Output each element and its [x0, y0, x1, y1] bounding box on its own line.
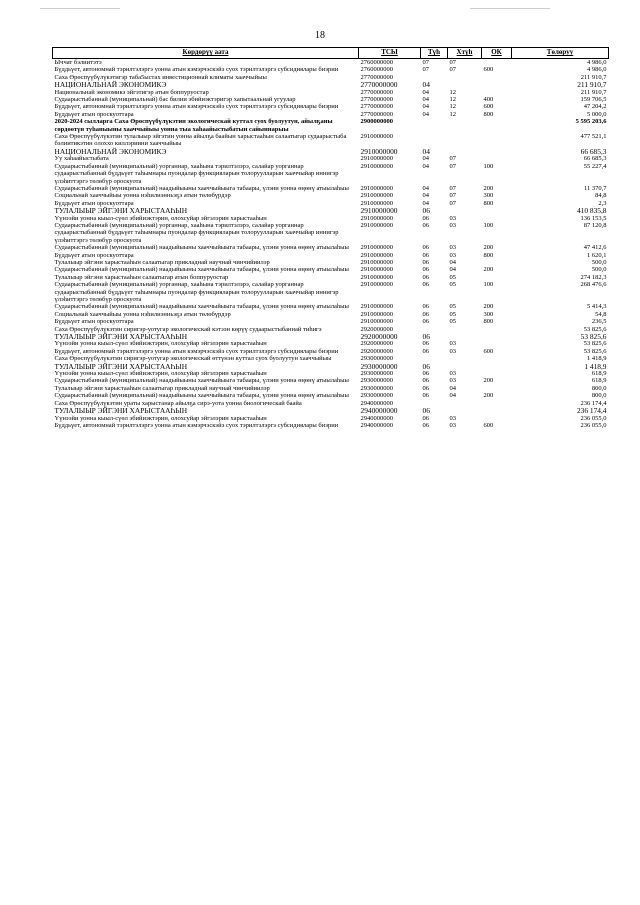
cell-subsection: 04	[449, 258, 456, 266]
cell-section: 06	[422, 273, 429, 281]
cell-ok	[482, 148, 512, 155]
cell-name: Судаарыстыбаннай (муниципальнай) наадыйыыны хааччыйыыга табаары, үлэни уонна өңөнү атыылаһыы	[54, 303, 349, 311]
cell-tsr: 2930000000	[360, 370, 393, 378]
cell-subsection: 03	[449, 370, 456, 378]
cell-name: Үүнээйи уонна кыыл-сүөл эбийиэктэрин, олохсуйар эйгэлэрин харыстааһын	[54, 214, 267, 222]
cell-ok	[482, 215, 512, 222]
cell-subsection: 04	[449, 266, 456, 274]
table-row	[53, 259, 609, 266]
cell-section: 06	[422, 258, 429, 266]
header-subsection: Хтүh	[448, 48, 482, 59]
cell-tsr: 2910000000	[360, 155, 393, 163]
cell-name: Саха Өрөспүүбүлүкэтин сиригэр-уотугар экологическай өттүнэн куттал суох буолуутун хааччыйыы	[54, 355, 332, 363]
table-row	[53, 363, 609, 370]
cell-name: ТУЛАЛЫЫР ЭЙГЭНИ ХАРЫСТААҺЫН	[54, 406, 188, 416]
cell-tsr: 2910000000	[360, 244, 393, 252]
cell-tsr: 2770000000	[360, 80, 398, 90]
cell-ok	[482, 326, 512, 333]
cell-name: Судаарыстыбаннай (муниципальнай) наадыйыыны хааччыйыыга табаары, үлэни уонна өңөнү атыылаһыы	[54, 392, 349, 400]
cell-tsr: 2910000000	[360, 221, 393, 229]
cell-amount: 477 521,1	[580, 133, 607, 141]
table-row	[53, 370, 609, 377]
cell-name: Судаарыстыбаннай (муниципальнай) наадыйыыны хааччыйыыга табаары, үлэни уонна өңөнү атыылаһыы	[54, 266, 349, 274]
cell-section: 06	[422, 310, 429, 318]
scan-mark-left	[40, 8, 120, 9]
cell-ok	[482, 207, 512, 214]
cell-tsr: 2920000000	[360, 340, 393, 348]
cell-tsr: 2940000000	[360, 406, 398, 416]
cell-subsection	[448, 407, 482, 414]
page-number: 18	[315, 30, 325, 41]
cell-amount: 4 986,0	[587, 59, 607, 66]
table-row	[53, 81, 609, 88]
cell-name: Бүддьүет, автономнай тэрилтэлэргэ уонна атын кэмэрчэскэйэ суох тэрилтэлэргэ субсидиялары биэрии	[54, 347, 339, 355]
table-row	[53, 222, 609, 244]
cell-name: Тулалыыр эйгэни харыстааһын салаатыгар прикладнай научнай чинчийиилэр	[54, 258, 270, 266]
table-row	[53, 103, 609, 110]
cell-ok: 600	[483, 66, 494, 74]
cell-amount: 1 418,9	[584, 361, 607, 371]
cell-name: Саха Өрөспүүбүлүкэтин тулалыыр эйгэтин уонна айылҕа баайын харыстааһын салаатыгар судаарыстыба бэлиитикэтин олоххо киллэриини хааччыйыы	[54, 133, 347, 148]
cell-amount: 236 174,4	[576, 406, 607, 416]
cell-subsection: 12	[449, 96, 456, 104]
cell-amount: 11 370,7	[583, 184, 607, 192]
table-row	[53, 96, 609, 103]
cell-tsr: 2910000000	[360, 318, 393, 326]
cell-name: ТУЛАЛЫЫР ЭЙГЭНИ ХАРЫСТААҺЫН	[54, 361, 188, 371]
cell-amount: 236 174,4	[580, 399, 607, 407]
cell-subsection: 07	[449, 192, 456, 200]
cell-section: 04	[422, 184, 429, 192]
cell-ok: 800	[483, 199, 494, 207]
cell-section: 04	[422, 80, 430, 90]
cell-name: 2020-2024 сылларга Саха Өрөспүүбүлүкэтин экологическай куттал суох буолуутун, айылҕаны сөрдөөтүн туһаныыны хааччыйыы уонна тыа хаһаайыстыбатын сайыннарыы	[54, 118, 333, 133]
cell-subsection	[448, 133, 482, 148]
cell-section: 04	[422, 103, 429, 111]
cell-subsection: 05	[449, 273, 456, 281]
cell-subsection: 04	[449, 384, 456, 392]
cell-tsr: 2930000000	[360, 355, 393, 363]
cell-tsr: 2940000000	[360, 414, 393, 422]
cell-name: Бүддьүет, автономнай тэрилтэлэргэ уонна атын кэмэрчэскэйэ суох тэрилтэлэргэ субсидиялары биэрии	[54, 66, 339, 74]
cell-name: Саха Өрөспүүбүлүкэтин ураты харыстанар айылҕа сирэ-уота уонна биологическай баайа	[54, 399, 302, 407]
cell-ok	[482, 259, 512, 266]
cell-ok: 600	[483, 347, 494, 355]
table-row	[53, 192, 609, 199]
cell-ok: 600	[483, 421, 494, 429]
table-row	[53, 392, 609, 399]
cell-ok	[482, 400, 512, 407]
cell-amount: 84,8	[595, 192, 607, 200]
table-row	[53, 415, 609, 422]
cell-amount: 268 476,6	[580, 281, 607, 289]
cell-ok: 300	[483, 192, 494, 200]
scan-mark-right	[470, 8, 550, 9]
cell-amount: 500,0	[591, 258, 607, 266]
table-row	[53, 311, 609, 318]
table-row	[53, 252, 609, 259]
cell-section: 06	[422, 303, 429, 311]
cell-subsection: 03	[449, 221, 456, 229]
cell-name: Бүддьүет атын ороскуоттара	[54, 199, 134, 207]
cell-section: 06	[422, 340, 429, 348]
cell-tsr: 2910000000	[360, 251, 393, 259]
cell-subsection	[448, 148, 482, 155]
cell-subsection	[448, 81, 482, 88]
table-row	[53, 422, 609, 429]
cell-name: Судаарыстыбаннай (муниципальнай) уорганнар, хааһына тэрилтэлэрэ, салайар уорганнар судаарыстыбаннай бүддьүет таһымнары пуондалар функцияларын толоруулларын хааччыйар иннигэр үлэһиттэргэ төлөбүр ороскуота	[54, 221, 339, 244]
cell-ok	[482, 415, 512, 422]
cell-tsr: 2770000000	[360, 110, 393, 118]
cell-tsr: 2920000000	[360, 325, 393, 333]
cell-section: 06	[422, 206, 430, 216]
cell-amount: 5 414,3	[587, 303, 607, 311]
cell-tsr: 2930000000	[360, 377, 393, 385]
cell-ok	[482, 133, 512, 148]
cell-tsr: 2930000000	[360, 392, 393, 400]
table-row	[53, 163, 609, 185]
cell-tsr: 2760000000	[360, 66, 393, 74]
table-header-row	[53, 48, 609, 59]
cell-subsection: 07	[449, 66, 456, 74]
cell-section: 06	[422, 244, 429, 252]
cell-ok: 200	[483, 184, 494, 192]
cell-tsr: 2920000000	[360, 332, 398, 342]
cell-section: 06	[422, 406, 430, 416]
table-row	[53, 207, 609, 214]
cell-subsection: 07	[449, 155, 456, 163]
cell-subsection	[448, 355, 482, 362]
cell-ok	[482, 385, 512, 392]
cell-amount: 618,9	[591, 370, 607, 378]
cell-section: 06	[422, 251, 429, 259]
cell-name: Судаарыстыбаннай (муниципальнай) наадыйыыны хааччыйыыга табаары, үлэни уонна өңөнү атыылаһыы	[54, 184, 349, 192]
cell-name: Национальнай экономикэ эйгэтигэр атын боппуруостар	[54, 88, 209, 96]
cell-tsr: 2910000000	[360, 273, 393, 281]
cell-amount: 236 055,0	[580, 414, 607, 422]
cell-tsr: 2940000000	[360, 399, 393, 407]
table-row	[53, 340, 609, 347]
table-row	[53, 348, 609, 355]
cell-tsr: 2910000000	[360, 266, 393, 274]
cell-ok: 800	[483, 318, 494, 326]
header-ok: ОК	[482, 48, 512, 59]
table-row	[53, 318, 609, 325]
cell-name: Үүнээйи уонна кыыл-сүөл эбийиэктэрин, олохсуйар эйгэлэрин харыстааһын	[54, 414, 267, 422]
cell-ok: 800	[483, 110, 494, 118]
table-row	[53, 215, 609, 222]
cell-name: Социальнай хааччыйыы уонна нэһилиэнньэҕэ атын төлөбүрдэр	[54, 310, 231, 318]
cell-ok: 100	[483, 221, 494, 229]
cell-ok: 600	[483, 103, 494, 111]
cell-tsr: 2910000000	[360, 310, 393, 318]
table-row	[53, 118, 609, 133]
cell-amount: 66 685,3	[583, 155, 607, 163]
header-indicator-name: Көрдөрүү аата	[53, 48, 359, 59]
cell-ok	[482, 89, 512, 96]
budget-table	[52, 47, 609, 429]
cell-subsection: 07	[449, 59, 456, 66]
cell-name: Бүддьүет, автономнай тэрилтэлэргэ уонна атын кэмэрчэскэйэ суох тэрилтэлэргэ субсидиялары биэрии	[54, 421, 339, 429]
cell-amount: 800,0	[591, 384, 607, 392]
cell-tsr: 2910000000	[360, 162, 393, 170]
cell-tsr: 2910000000	[360, 184, 393, 192]
cell-tsr: 2930000000	[360, 384, 393, 392]
cell-subsection: 12	[449, 110, 456, 118]
cell-amount: 53 825,6	[583, 325, 607, 333]
cell-subsection	[448, 333, 482, 340]
cell-name: Үүнээйи уонна кыыл-сүөл эбийиэктэрин, олохсуйар эйгэлэрин харыстааһын	[54, 370, 267, 378]
table-row	[53, 185, 609, 192]
cell-name: Бүддьүет атын ороскуоттара	[54, 251, 134, 259]
cell-name: Уу хаһаайыстыбата	[54, 155, 109, 163]
cell-amount: 5 595 203,6	[575, 118, 607, 126]
table-row	[53, 281, 609, 303]
cell-subsection	[448, 400, 482, 407]
table-row	[53, 333, 609, 340]
cell-tsr: 2910000000	[360, 192, 393, 200]
cell-subsection: 03	[449, 244, 456, 252]
cell-name: Саха Өрөспүүбүлүкэтин сиригэр-уотугар экологическай кэтээн көрүү судаарыстыбаннай тиһигэ	[54, 325, 322, 333]
cell-tsr: 2930000000	[360, 361, 398, 371]
cell-name: НАЦИОНАЛЬНАЙ ЭКОНОМИКЭ	[54, 80, 167, 90]
cell-amount: 236 055,0	[580, 421, 607, 429]
cell-section: 04	[422, 88, 429, 96]
cell-amount: 274 182,3	[580, 273, 607, 281]
cell-section: 04	[422, 110, 429, 118]
cell-section: 06	[422, 384, 429, 392]
cell-tsr: 2910000000	[360, 281, 393, 289]
cell-subsection: 03	[449, 377, 456, 385]
cell-ok	[482, 81, 512, 88]
table-row	[53, 385, 609, 392]
cell-name: Судаарыстыбаннай (муниципальнай) наадыйыыны хааччыйыыга табаары, үлэни уонна өңөнү атыылаһыы	[54, 244, 349, 252]
cell-section: 04	[422, 96, 429, 104]
cell-amount: 47 412,6	[583, 244, 607, 252]
cell-amount: 211 910,7	[580, 73, 607, 81]
cell-ok	[482, 59, 512, 67]
cell-amount: 4 986,0	[587, 66, 607, 74]
cell-amount: 136 153,5	[580, 214, 607, 222]
table-body	[53, 59, 609, 430]
cell-section: 07	[422, 66, 429, 74]
cell-tsr: 2770000000	[360, 88, 393, 96]
cell-section: 06	[422, 266, 429, 274]
header-tsr: ТСЫ	[359, 48, 421, 59]
cell-section: 06	[422, 361, 430, 371]
cell-section: 04	[422, 155, 429, 163]
cell-ok: 200	[483, 266, 494, 274]
cell-subsection	[448, 74, 482, 81]
cell-name: Тулалыыр эйгэни харыстааһын салаатыгар атын боппуруостар	[54, 273, 229, 281]
cell-ok	[482, 155, 512, 162]
cell-tsr: 2900000000	[360, 118, 393, 126]
table-row	[53, 66, 609, 73]
cell-tsr: 2920000000	[360, 347, 393, 355]
cell-subsection: 05	[449, 318, 456, 326]
cell-ok	[482, 274, 512, 281]
cell-subsection: 05	[449, 310, 456, 318]
cell-amount: 87 120,8	[583, 221, 607, 229]
cell-name: Тулалыыр эйгэни харыстааһын салаатыгар прикладнай научнай чинчийиилэр	[54, 384, 270, 392]
cell-subsection	[448, 326, 482, 333]
cell-amount: 410 835,8	[576, 206, 607, 216]
cell-ok	[482, 363, 512, 370]
cell-tsr: 2910000000	[360, 258, 393, 266]
cell-name: Саха Өрөспүүбүлүкэтигэр таба5ыстах инвестиционнай климаты хааччыйыы	[54, 73, 267, 81]
cell-subsection	[448, 207, 482, 214]
header-section: Түh	[421, 48, 448, 59]
cell-tsr: 2910000000	[360, 133, 393, 141]
cell-amount: 618,9	[591, 377, 607, 385]
cell-amount: 2,3	[598, 199, 607, 207]
cell-amount: 66 685,3	[580, 146, 607, 156]
cell-section: 06	[422, 414, 429, 422]
table-row	[53, 133, 609, 148]
cell-subsection: 07	[449, 184, 456, 192]
cell-section: 06	[422, 214, 429, 222]
table-row	[53, 377, 609, 384]
cell-tsr: 2770000000	[360, 73, 393, 81]
cell-ok	[482, 118, 512, 133]
header-amount: Төлөруу	[512, 48, 609, 59]
cell-ok	[482, 333, 512, 340]
cell-subsection: 07	[449, 199, 456, 207]
cell-name: Бүддьүет атын ороскуоттара	[54, 318, 134, 326]
cell-section	[421, 133, 448, 148]
cell-section: 04	[422, 199, 429, 207]
cell-ok: 200	[483, 303, 494, 311]
cell-tsr: 2940000000	[360, 421, 393, 429]
table-row	[53, 244, 609, 251]
cell-ok: 200	[483, 392, 494, 400]
cell-section: 06	[422, 281, 429, 289]
cell-amount: 211 910,7	[580, 88, 607, 96]
cell-ok: 100	[483, 281, 494, 289]
cell-subsection: 05	[449, 281, 456, 289]
cell-section: 04	[422, 146, 430, 156]
cell-amount: 55 227,4	[583, 162, 607, 170]
cell-section: 06	[422, 221, 429, 229]
cell-subsection: 03	[449, 414, 456, 422]
cell-section: 06	[422, 392, 429, 400]
cell-amount: 47 204,2	[583, 103, 607, 111]
table-row	[53, 155, 609, 162]
cell-name: НАЦИОНАЛЬНАЙ ЭКОНОМИКЭ	[54, 146, 167, 156]
cell-amount: 53 825,6	[583, 340, 607, 348]
table-row	[53, 148, 609, 155]
cell-ok	[482, 407, 512, 414]
cell-section: 04	[422, 162, 429, 170]
cell-name: Судаарыстыбаннай (муниципальнай) наадыйыыны хааччыйыыга табаары, үлэни уонна өңөнү атыылаһыы	[54, 377, 349, 385]
cell-section: 06	[422, 421, 429, 429]
cell-ok	[482, 370, 512, 377]
cell-tsr: 2910000000	[360, 146, 398, 156]
cell-section: 07	[422, 59, 429, 66]
cell-section: 06	[422, 377, 429, 385]
table-row	[53, 266, 609, 273]
cell-tsr: 2770000000	[360, 96, 393, 104]
cell-ok: 300	[483, 310, 494, 318]
cell-section: 06	[422, 347, 429, 355]
cell-ok	[482, 340, 512, 347]
cell-section: 04	[422, 192, 429, 200]
cell-tsr: 2770000000	[360, 103, 393, 111]
cell-amount: 800,0	[591, 392, 607, 400]
cell-subsection: 05	[449, 303, 456, 311]
cell-tsr: 2910000000	[360, 303, 393, 311]
cell-tsr: 2760000000	[360, 59, 393, 66]
cell-ok: 400	[483, 96, 494, 104]
cell-ok	[482, 74, 512, 81]
cell-amount: 1 620,1	[587, 251, 607, 259]
cell-amount: 1 418,9	[587, 355, 607, 363]
cell-amount: 236,5	[591, 318, 607, 326]
table-row	[53, 274, 609, 281]
cell-amount: 5 000,0	[587, 110, 607, 118]
cell-name: Бүддьүет, автономнай тэрилтэлэргэ уонна атын кэмэрчэскэйэ суох тэрилтэлэргэ субсидиялары биэрии	[54, 103, 339, 111]
cell-name: Ыччат бэлиитэтэ	[54, 59, 102, 66]
table-row	[53, 59, 609, 67]
cell-ok: 200	[483, 244, 494, 252]
cell-subsection: 04	[449, 392, 456, 400]
cell-subsection: 03	[449, 347, 456, 355]
cell-subsection	[448, 118, 482, 133]
cell-subsection: 03	[449, 421, 456, 429]
cell-ok: 800	[483, 251, 494, 259]
table-row	[53, 303, 609, 310]
cell-section	[421, 118, 448, 133]
cell-ok	[482, 355, 512, 362]
cell-name: ТУЛАЛЫЫР ЭЙГЭНИ ХАРЫСТААҺЫН	[54, 332, 188, 342]
cell-name: Судаарыстыбаннай (муниципальнай) бас билии эбийиэктэригэр хапытаальнай угуулар	[54, 96, 296, 104]
table-row	[53, 111, 609, 118]
cell-name: Социальнай хааччыйыы уонна нэһилиэнньэҕэ атын төлөбүрдэр	[54, 192, 231, 200]
cell-amount: 500,0	[591, 266, 607, 274]
cell-section: 06	[422, 332, 430, 342]
cell-subsection: 12	[449, 88, 456, 96]
cell-tsr: 2910000000	[360, 199, 393, 207]
cell-amount: 159 706,5	[580, 96, 607, 104]
cell-tsr: 2910000000	[360, 206, 398, 216]
cell-amount: 53 825,6	[583, 347, 607, 355]
cell-name: Судаарыстыбаннай (муниципальнай) уорганнар, хааһына тэрилтэлэрэ, салайар уорганнар судаарыстыбаннай бүддьүет таһымнары пуондалар функцияларын толоруулларын хааччыйар иннигэр үлэһиттэргэ төлөбүр ороскуота	[54, 162, 339, 185]
cell-subsection: 12	[449, 103, 456, 111]
cell-subsection: 07	[449, 162, 456, 170]
cell-section: 06	[422, 318, 429, 326]
cell-ok: 100	[483, 162, 494, 170]
cell-subsection: 03	[449, 340, 456, 348]
cell-tsr: 2910000000	[360, 214, 393, 222]
cell-amount: 53 825,6	[580, 332, 607, 342]
cell-subsection: 03	[449, 251, 456, 259]
table-row	[53, 89, 609, 96]
cell-name: Бүддьүет атын ороскуоттара	[54, 110, 134, 118]
cell-subsection: 03	[449, 214, 456, 222]
cell-name: Судаарыстыбаннай (муниципальнай) уорганнар, хааһына тэрилтэлэрэ, салайар уорганнар судаарыстыбаннай бүддьүет таһымнары пуондалар функцияларын толоруулларын хааччыйар иннигэр үлэһиттэргэ төлөбүр ороскуота	[54, 281, 339, 303]
table-row	[53, 407, 609, 414]
cell-name: ТУЛАЛЫЫР ЭЙГЭНИ ХАРЫСТААҺЫН	[54, 206, 188, 216]
cell-amount: 211 910,7	[577, 80, 607, 90]
cell-ok: 200	[483, 377, 494, 385]
cell-name: Үүнээйи уонна кыыл-сүөл эбийиэктэрин, олохсуйар эйгэлэрин харыстааһын	[54, 340, 267, 348]
cell-subsection	[448, 363, 482, 370]
cell-amount: 54,8	[595, 310, 607, 318]
cell-section: 06	[422, 370, 429, 378]
